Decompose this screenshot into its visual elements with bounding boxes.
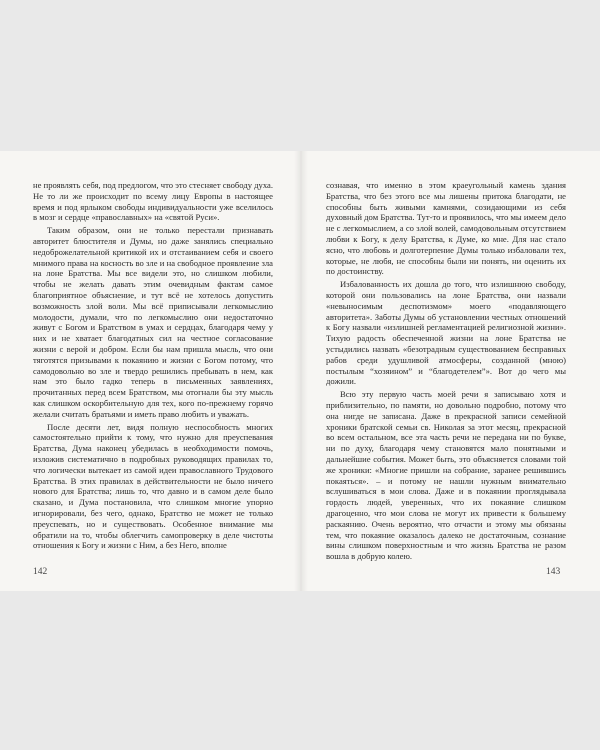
left-page-text [33, 180, 273, 551]
left-paragraph-1: не проявлять себя, под предлогом, что это стесняет свободу духа. Не то ли же происходит по всему лицу Европы в настоящее время и под ярлыком свободы индивидуальности уже вселилось в мозг и сердце «православных» на «святой Руси». [33, 180, 273, 223]
left-paragraph-2: Таким образом, они не только перестали признавать авторитет блюстителя и Думы, но даже занялись специально недоброжелательной критикой их и отстаиванием себя и своего мнимого права на косность во зле и на свободное проявление зла на лоне Братства. Мы все видели это, но слишком любили, чтобы не желать давать этим очевидным фактам самое благоприятное объяснение, и тут всё не хотелось допустить возможность злой воли. Мы всё приписывали легкомыслию молодости, думали, что по легкомыслию они недостаточно живут с Богом и Братством в умах и сердцах, благодаря чему у них и не хватает благодатных сил на честное согласование жизни с верой и добром. Если бы нам пришла мысль, что они тяготятся призывами к покаянию и жизни с Богом потому, что самодовольно во зле и твердо решились пребывать в нем, как нам это было гадко теперь в письменных заявлениях, прочитанных перед всем Братством, мы отогнали бы эту мысль как слишком оскорбительную для тех, кого по-прежнему горячо желали считать братьями и иметь право любить и уважать. [33, 225, 273, 419]
book-gutter [294, 151, 308, 591]
right-paragraph-2: Избалованность их дошла до того, что излишнюю свободу, которой они пользовались на лоне Братства, они назвали «невыносимым деспотизмом» моего «подавляющего авторитета». Заботы Думы об установлении честных отношений к Богу назвали «излишней регламентацией религиозной жизни». Тихую радость обеспеченной жизни на лоне Братства не устыдились назвать «безотрадным существованием бесправных рабов среди удушливой атмосферы, созданной (мною) постылым “хозяином” и “благодетелем”». Вот до чего мы дожили. [326, 279, 566, 387]
left-page-number: 142 [33, 567, 48, 577]
right-page-text [326, 180, 566, 562]
right-paragraph-3: Всю эту первую часть моей речи я записываю хотя и приблизительно, по памяти, но довольно подробно, потому что она нигде не записана. Даже в прекрасной записи семейной хроники братской семьи св. Николая за этот месяц, прекрасной во всем остальном, все эта часть речи не передана ни по букве, ни по духу, благодаря чему становятся мало понятными и дальнейшие события. Может быть, это объясняется словами той же хроники: «Многие пришли на собрание, заранее решившись покаяться». – и потому не нашли нужным внимательно вслушиваться в мои слова. Даже и в покаянии проглядывала гордость людей, уверенных, что их покаяние слишком драгоценно, что мои слова не могут их привести к большему раскаянию. Очень вероятно, что отчасти и этому мы обязаны тем, что покаяние оказалось далеко не достаточным, сознание вины слишком поверхностным и что жизнь Братства не разом вошла в добрую колею. [326, 389, 566, 562]
right-paragraph-1: сознавая, что именно в этом краеугольный камень здания Братства, что без этого все мы лишены притока благодати, не способны быть живыми камнями, созидающими из себя духовный дом Братства. Тут-то и проявилось, что мы имеем дело не с легкомыслием, а со злой волей, самодовольным отсутствием любви к Богу, к делу Братства, к Думе, ко мне. Для нас стало ясно, что любовь и долготерпение Думы только избаловали тех, которые, не любя, не способны были ни понять, ни оценить их по достоинству. [326, 180, 566, 277]
right-page-number: 143 [546, 567, 561, 577]
left-paragraph-3: После десяти лет, видя полную неспособность многих самостоятельно прийти к тому, что нужно для преуспевания Братства, Дума наконец убедилась в необходимости помочь, изложив систематично в подробных руководящих правилах то, что логически вытекает из самой идеи православного Трудового Братства. В этих правилах в действительности не было ничего нового для Братства; лишь то, что давно и в самом деле было сказано, и Дума постановила, что слишком многие упорно игнорировали, без чего, однако, Братство не может не только преуспевать, но и существовать. Особенное внимание мы обратили на то, чтобы облегчить самопроверку в деле чистоты отношения к Богу и жизни с Ним, а без Него, вполне [33, 421, 273, 551]
